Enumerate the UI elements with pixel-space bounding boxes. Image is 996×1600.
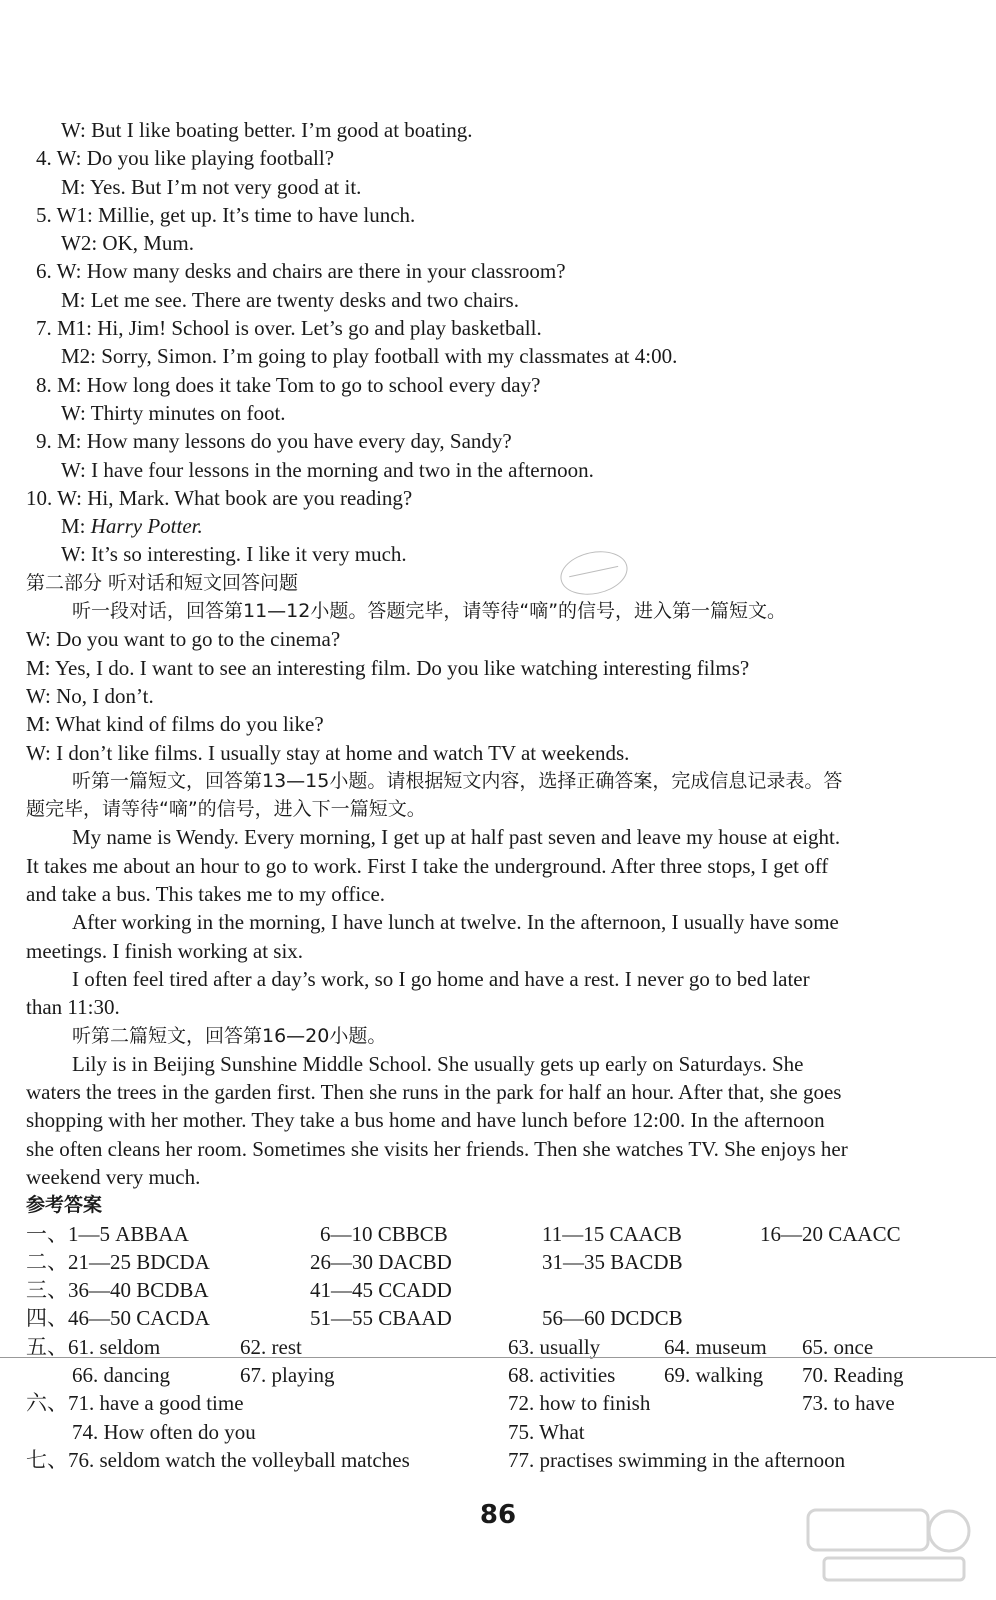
- answer-row: [26, 1304, 966, 1332]
- answer-item: 62. rest: [240, 1334, 302, 1359]
- passage-line: It takes me about an hour to go to work. First I take the underground. After three stops, I get off: [26, 853, 829, 878]
- answer-row: [26, 1220, 966, 1248]
- passage-line: than 11:30.: [26, 995, 120, 1020]
- answer-item: 69. walking: [664, 1363, 764, 1388]
- divider: [0, 1357, 996, 1358]
- answer-item: 6—10 CBBCB: [320, 1221, 448, 1246]
- answer-item: 70. Reading: [802, 1363, 904, 1388]
- answer-item: 六、71. have a good time: [26, 1391, 244, 1416]
- transcript-line: 8. M: How long does it take Tom to go to school every day?: [36, 372, 541, 397]
- answer-item: 11—15 CAACB: [542, 1221, 682, 1246]
- transcript-line: M: Yes. But I’m not very good at it.: [61, 174, 362, 199]
- answer-row: [26, 1418, 966, 1446]
- passage-line: waters the trees in the garden first. Then she runs in the park for half an hour. After that, she goes: [26, 1080, 842, 1105]
- answer-item: 65. once: [802, 1334, 874, 1359]
- answer-item: 64. museum: [664, 1334, 767, 1359]
- transcript-line: M: Let me see. There are twenty desks and two chairs.: [61, 287, 519, 312]
- section-heading: 第二部分 听对话和短文回答问题: [26, 571, 299, 594]
- dialogue-line: W: Do you want to go to the cinema?: [26, 627, 341, 652]
- transcript-line: 10. W: Hi, Mark. What book are you reading?: [26, 485, 413, 510]
- answer-row: [26, 1389, 966, 1417]
- book-title: Harry Potter.: [90, 514, 203, 539]
- answer-item: 三、36—40 BCDBA: [26, 1278, 209, 1303]
- answer-item: 56—60 DCDCB: [542, 1306, 683, 1331]
- transcript-line: M2: Sorry, Simon. I’m going to play football with my classmates at 4:00.: [61, 344, 678, 369]
- answer-item: 41—45 CCADD: [310, 1278, 452, 1303]
- passage-line: meetings. I finish working at six.: [26, 938, 304, 963]
- answer-item: 二、21—25 BDCDA: [26, 1249, 210, 1274]
- passage-line: After working in the morning, I have lunch at twelve. In the afternoon, I usually have some: [72, 910, 839, 935]
- answer-item: 四、46—50 CACDA: [26, 1306, 210, 1331]
- watermark-logo-icon: [804, 1506, 974, 1586]
- speaker-label: M:: [61, 514, 86, 539]
- transcript-line: W2: OK, Mum.: [61, 231, 194, 256]
- answer-item: 63. usually: [508, 1334, 601, 1359]
- dialogue-line: M: What kind of films do you like?: [26, 712, 324, 737]
- transcript-line: W: But I like boating better. I’m good at boating.: [61, 118, 473, 142]
- answer-item: 74. How often do you: [72, 1419, 256, 1444]
- transcript-line: 9. M: How many lessons do you have every day, Sandy?: [36, 429, 512, 454]
- document-page: [26, 116, 966, 1474]
- transcript-line: W: I have four lessons in the morning and two in the afternoon.: [61, 457, 594, 482]
- answer-row: [26, 1248, 966, 1276]
- transcript-line: W: It’s so interesting. I like it very much.: [61, 542, 407, 567]
- instruction-line: 听一段对话，回答第11—12小题。答题完毕，请等待“嘀”的信号，进入第一篇短文。: [72, 600, 787, 623]
- transcript-line: 5. W1: Millie, get up. It’s time to have lunch.: [36, 202, 416, 227]
- answer-item: 16—20 CAACC: [760, 1221, 901, 1246]
- answer-item: 72. how to finish: [508, 1391, 651, 1416]
- answer-item: 五、61. seldom: [26, 1334, 161, 1359]
- passage-line: I often feel tired after a day’s work, so I go home and have a rest. I never go to bed later: [72, 966, 810, 991]
- instruction-line: 听第二篇短文，回答第16—20小题。: [72, 1024, 387, 1047]
- dialogue-line: W: No, I don’t.: [26, 683, 154, 708]
- answer-item: 51—55 CBAAD: [310, 1306, 452, 1331]
- answer-row: [26, 1446, 966, 1474]
- answer-item: 75. What: [508, 1419, 585, 1444]
- passage-line: Lily is in Beijing Sunshine Middle School. She usually gets up early on Saturdays. She: [72, 1051, 804, 1076]
- passage-line: weekend very much.: [26, 1164, 201, 1189]
- passage-line: shopping with her mother. They take a bus home and have lunch before 12:00. In the afternoon: [26, 1108, 825, 1133]
- answer-item: 66. dancing: [72, 1363, 170, 1388]
- answer-row: [26, 1276, 966, 1304]
- answer-item: 68. activities: [508, 1363, 616, 1388]
- answer-item: 一、1—5 ABBAA: [26, 1221, 189, 1246]
- answer-item: 77. practises swimming in the afternoon: [508, 1447, 846, 1472]
- answer-item: 73. to have: [802, 1391, 895, 1416]
- instruction-line: 题完毕，请等待“嘀”的信号，进入下一篇短文。: [26, 798, 426, 821]
- answer-item: 31—35 BACDB: [542, 1249, 683, 1274]
- page-number: 86: [479, 1500, 517, 1530]
- answers-heading: 参考答案: [26, 1194, 103, 1217]
- dialogue-line: M: Yes, I do. I want to see an interesting film. Do you like watching interesting films?: [26, 655, 750, 680]
- answer-row: [26, 1361, 966, 1389]
- instruction-line: 听第一篇短文，回答第13—15小题。请根据短文内容，选择正确答案，完成信息记录表。答: [72, 769, 843, 792]
- passage-line: My name is Wendy. Every morning, I get up at half past seven and leave my house at eight.: [72, 825, 841, 850]
- answer-item: 26—30 DACBD: [310, 1249, 452, 1274]
- passage-line: and take a bus. This takes me to my office.: [26, 882, 386, 907]
- transcript-line: 7. M1: Hi, Jim! School is over. Let’s go and play basketball.: [36, 316, 542, 341]
- dialogue-line: W: I don’t like films. I usually stay at home and watch TV at weekends.: [26, 740, 630, 765]
- answer-item: 67. playing: [240, 1363, 335, 1388]
- answer-item: 七、76. seldom watch the volleyball matches: [26, 1447, 410, 1472]
- transcript-line: W: Thirty minutes on foot.: [61, 400, 286, 425]
- transcript-line: 6. W: How many desks and chairs are there in your classroom?: [36, 259, 566, 284]
- transcript-line: 4. W: Do you like playing football?: [36, 146, 335, 171]
- passage-line: she often cleans her room. Sometimes she visits her friends. Then she watches TV. She enjoys her: [26, 1136, 848, 1161]
- transcript-line: [26, 512, 966, 540]
